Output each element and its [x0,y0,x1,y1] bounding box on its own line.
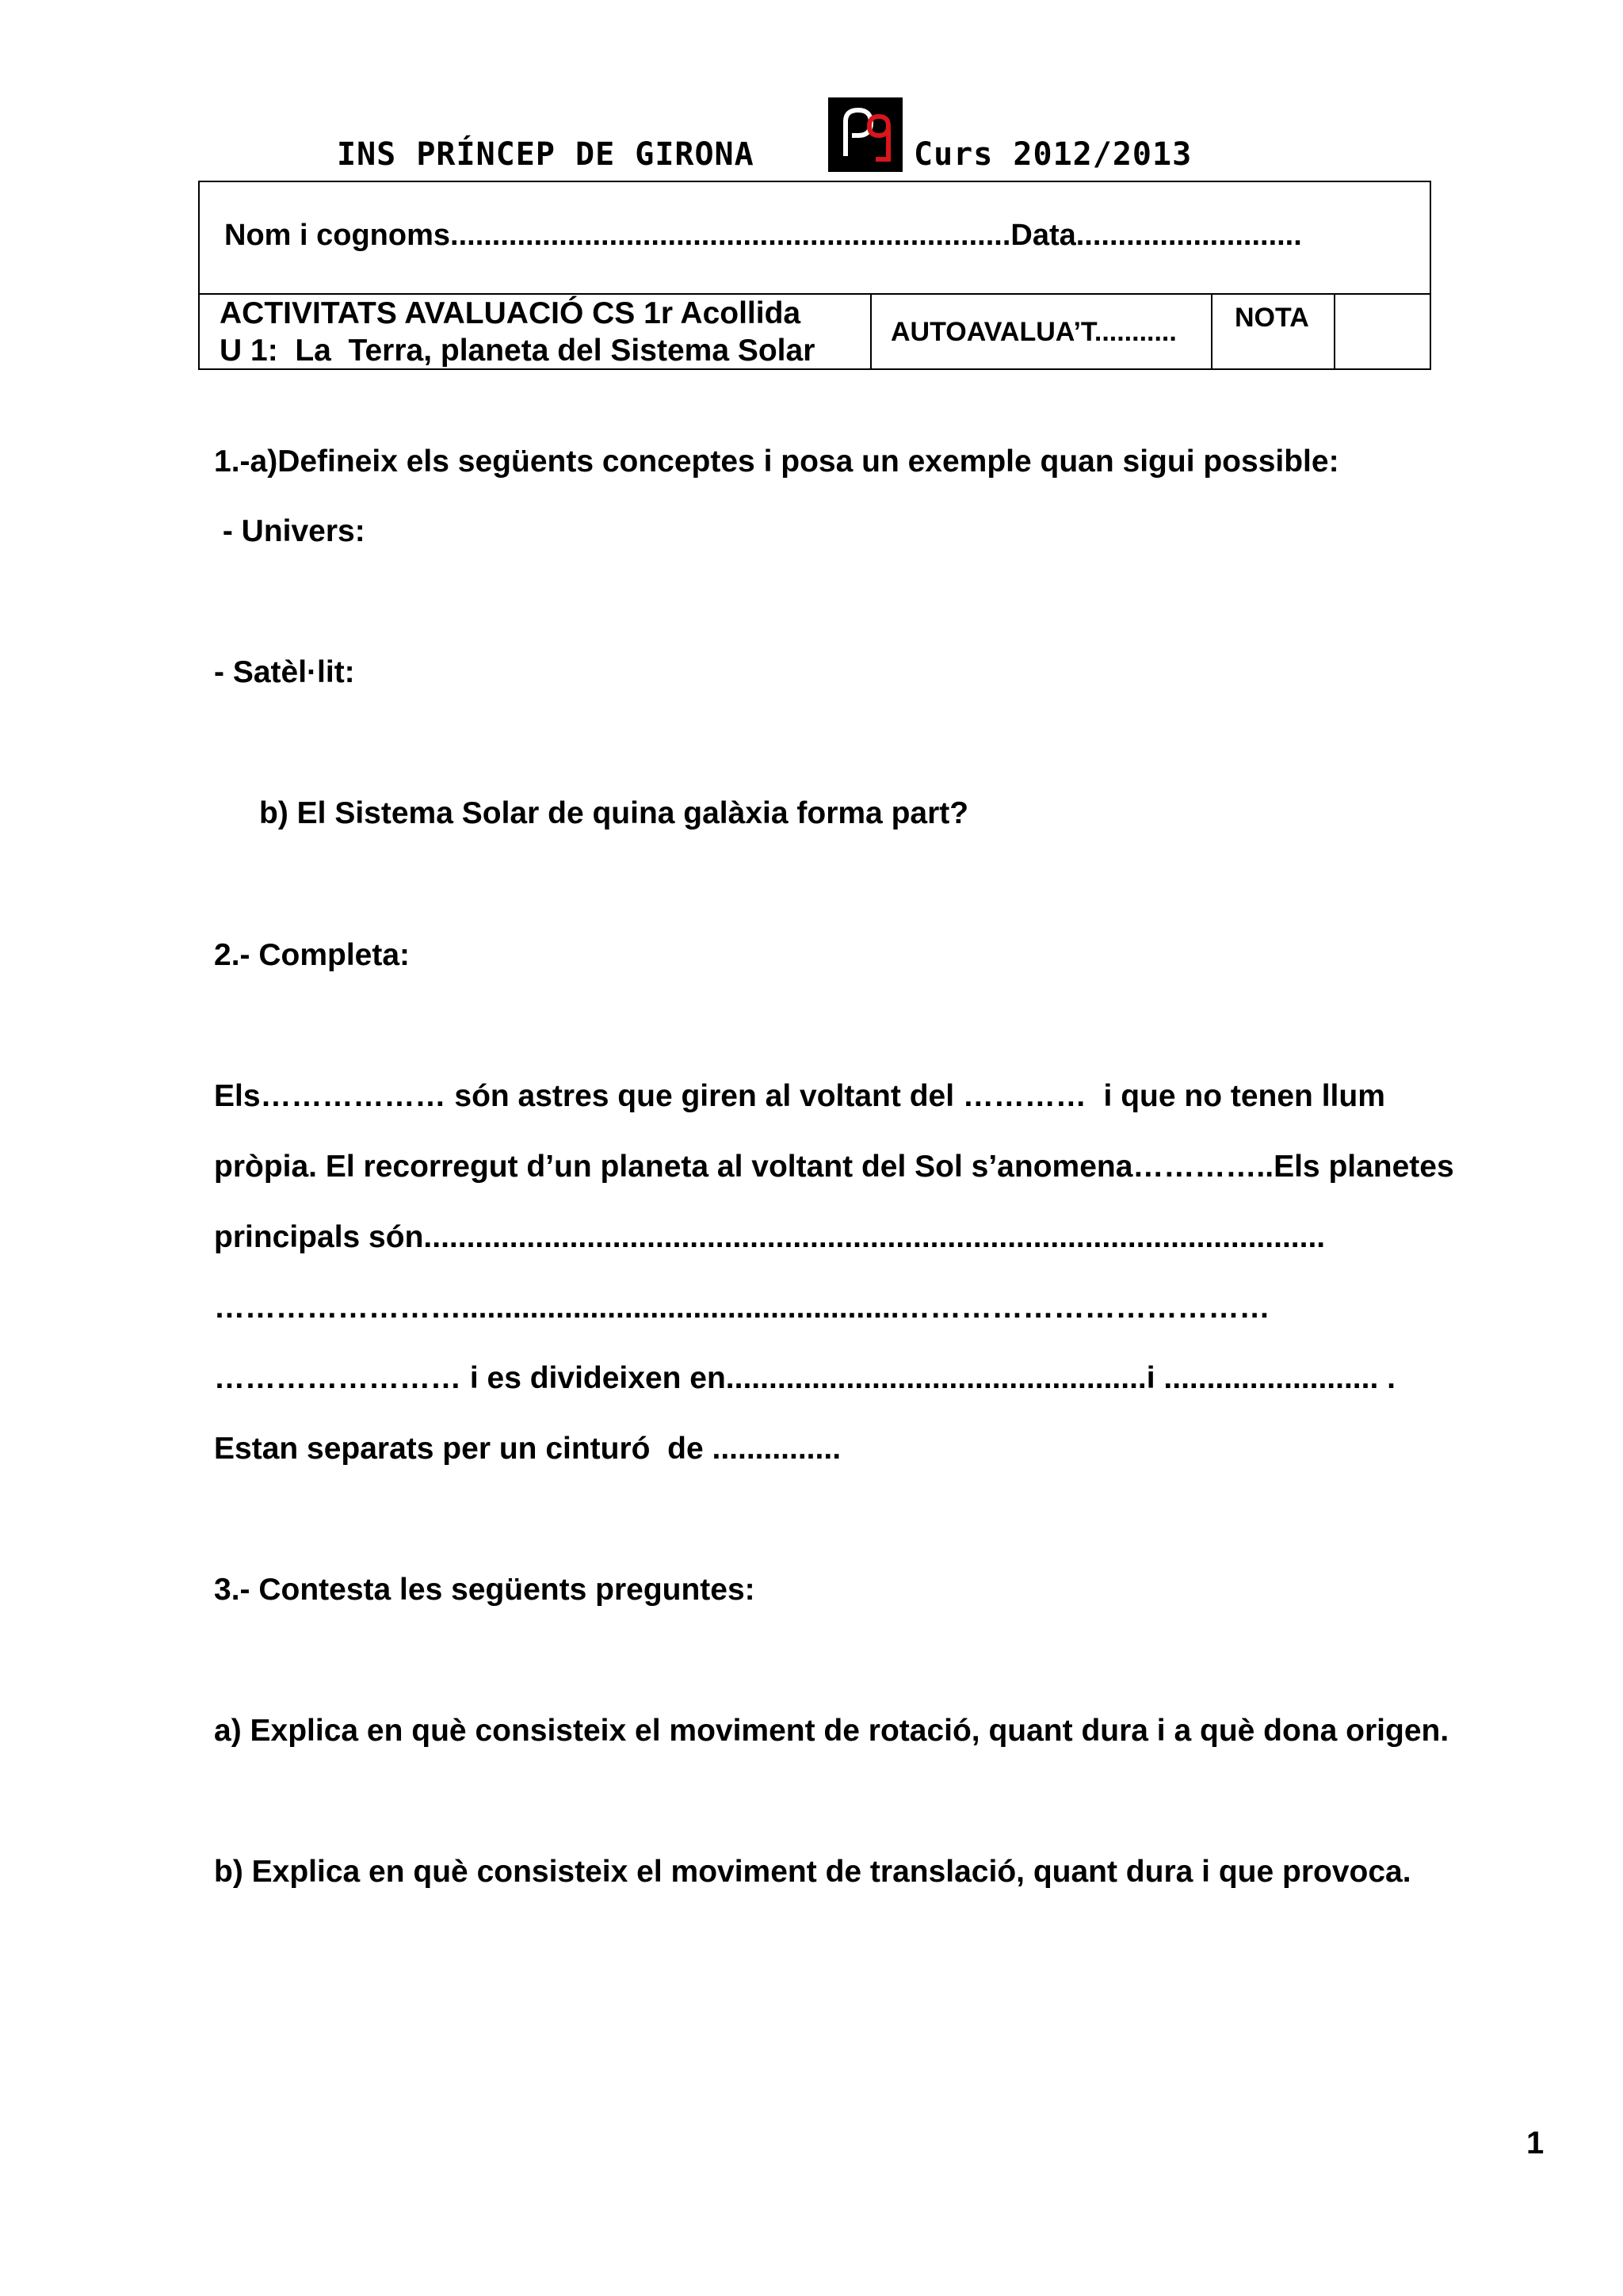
fill-in-line: principals són......................................................................................................... [214,1220,1326,1254]
grade-label: NOTA [1235,303,1309,333]
course-year: Curs 2012/2013 [914,136,1193,173]
table-column-divider [1211,293,1212,370]
school-logo [828,97,903,172]
grade-field[interactable] [1335,295,1430,368]
name-date-field[interactable]: Nom i cognoms...................................................................Data........................... [224,219,1302,252]
fill-in-line: pròpia. El recorregut d’un planeta al voltant del Sol s’anomena…………..Els planetes [214,1150,1454,1184]
table-column-divider [870,293,872,370]
question-1-title: 1.-a)Defineix els següents conceptes i posa un exemple quan sigui possible: [214,444,1339,479]
question-1-univers: - Univers: [214,514,365,548]
question-1b: b) El Sistema Solar de quina galàxia forma part? [259,796,969,830]
logo-mark-icon [828,97,903,172]
fill-in-line: Els……………… són astres que giren al voltant del ………… i que no tenen llum [214,1079,1385,1113]
fill-in-line: ……………………...................................................……………………………… [214,1291,1270,1325]
question-2-title: 2.- Completa: [214,938,411,972]
self-evaluation-field[interactable]: AUTOAVALUA’T........... [891,317,1177,347]
fill-in-line: …………………… i es divideixen en.................................................i ......................... . [214,1361,1396,1395]
question-3a: a) Explica en què consisteix el moviment de rotació, quant dura i a què dona origen. [214,1714,1449,1748]
question-3-title: 3.- Contesta les següents preguntes: [214,1573,755,1607]
unit-title: U 1: La Terra, planeta del Sistema Solar [220,334,815,368]
activity-title: ACTIVITATS AVALUACIÓ CS 1r Acollida [220,296,801,330]
table-divider [198,293,1431,295]
school-name: INS PRÍNCEP DE GIRONA [337,136,754,173]
page-number: 1 [1526,2126,1545,2161]
question-3b: b) Explica en què consisteix el moviment de translació, quant dura i que provoca. [214,1855,1411,1889]
fill-in-line: Estan separats per un cinturó de ............... [214,1432,842,1466]
question-1-satellit: - Satèl·lit: [214,655,355,689]
